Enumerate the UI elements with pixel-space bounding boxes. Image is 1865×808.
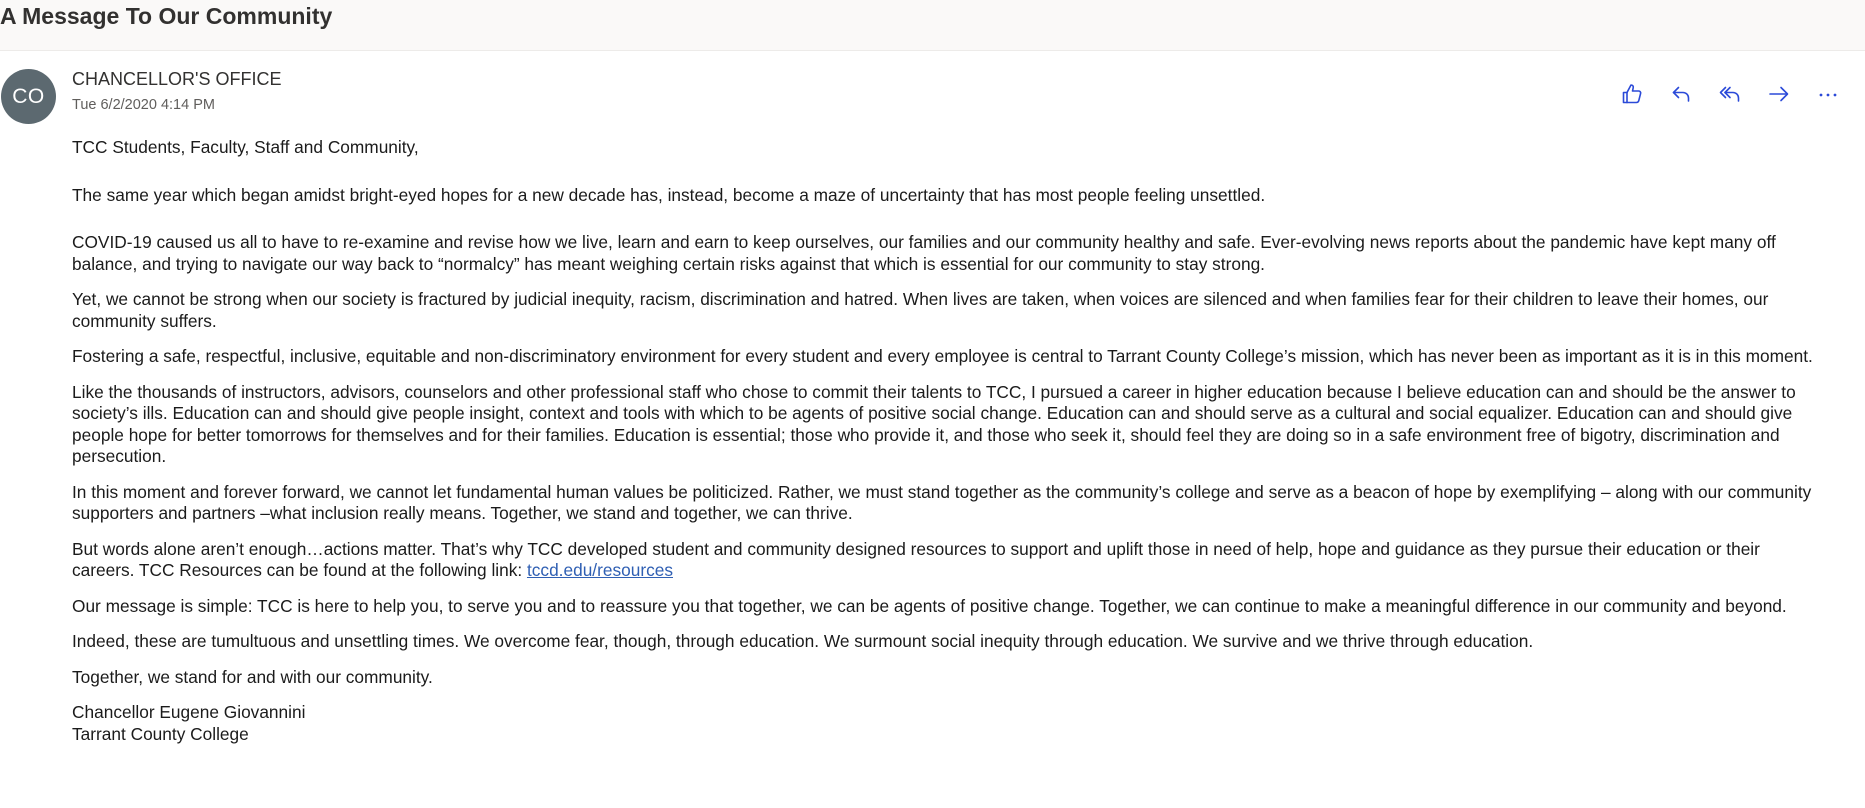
forward-button[interactable]	[1764, 80, 1794, 108]
resources-link[interactable]: tccd.edu/resources	[526, 560, 673, 580]
closing-paragraph: Together, we stand for and with our community.	[72, 666, 433, 687]
more-options-button[interactable]	[1813, 80, 1843, 108]
body-paragraph: Indeed, these are tumultuous and unsettling times. We overcome fear, though, through education. We surmount social inequity through education. We survive and we thrive through education.	[72, 631, 1534, 651]
body-paragraph: In this moment and forever forward, we cannot let fundamental human values be politicized. Rather, we must stand together as the community’s college and serve as a beacon of hope by exemplifying – along with our community supporters and partners –what inclusion really means. Together, we stand and together, we can thrive.	[72, 481, 1812, 523]
message-datetime: Tue 6/2/2020 4:14 PM	[72, 97, 215, 113]
signature-block	[72, 702, 1822, 745]
reply-all-button[interactable]	[1715, 80, 1745, 108]
email-subject: A Message To Our Community	[0, 3, 333, 29]
reply-icon	[1669, 82, 1693, 106]
resources-paragraph	[72, 539, 1822, 582]
body-paragraph: Our message is simple: TCC is here to help you, to serve you and to reassure you that together, we can be agents of positive change. Together, we can continue to make a meaningful difference in our community and beyond.	[72, 595, 1787, 616]
resources-text: But words alone aren’t enough…actions matter. That’s why TCC developed student and community designed resources to support and uplift those in need of help, hope and guidance as they pursue their education or their careers. TCC Resources can be found at the following link:	[72, 538, 1760, 580]
body-paragraph: COVID-19 caused us all to have to re-examine and revise how we live, learn and earn to keep ourselves, our families and our community healthy and safe. Ever-evolving news reports about the pandemic have kept many off balance, and trying to navigate our way back to “normalcy” has meant weighing certain risks against that which is essential for our community to stay strong.	[72, 232, 1776, 274]
subject-bar	[0, 0, 1865, 51]
more-options-icon	[1816, 82, 1840, 106]
message-body	[72, 137, 1822, 745]
sender-avatar[interactable]: CO	[1, 69, 56, 124]
body-paragraph: The same year which began amidst bright-eyed hopes for a new decade has, instead, become a maze of uncertainty that has most people feeling unsettled.	[72, 184, 1266, 205]
greeting-paragraph: TCC Students, Faculty, Staff and Community,	[72, 137, 419, 157]
body-paragraph: Like the thousands of instructors, advisors, counselors and other professional staff who chose to commit their talents to TCC, I pursued a career in higher education because I believe education can and should be the answer to society’s ills. Education can and should give people insight, context and tools with which to be agents of positive social change. Education can and should serve as a cultural and social equalizer. Education can and should give people hope for better tomorrows for themselves and for their families. Education is essential; those who provide it, and those who seek it, should feel they are doing so in a safe environment free of bigotry, discrimination and persecution.	[72, 381, 1796, 466]
like-icon	[1620, 82, 1644, 106]
reply-button[interactable]	[1666, 80, 1696, 108]
signature-name: Chancellor Eugene Giovannini	[72, 702, 306, 722]
sender-name[interactable]: CHANCELLOR'S OFFICE	[72, 69, 282, 89]
body-paragraph: Yet, we cannot be strong when our society is fractured by judicial inequity, racism, discrimination and hatred. When lives are taken, when voices are silenced and when families fear for their children to leave their homes, our community suffers.	[72, 289, 1769, 331]
message-actions	[1598, 80, 1843, 108]
like-button[interactable]	[1617, 80, 1647, 108]
forward-icon	[1767, 82, 1791, 106]
body-paragraph: Fostering a safe, respectful, inclusive, equitable and non-discriminatory environment for every student and every employee is central to Tarrant County College’s mission, which has never been as important as it is in this moment.	[72, 346, 1813, 366]
reply-all-icon	[1718, 82, 1742, 106]
signature-organization: Tarrant County College	[72, 723, 249, 744]
